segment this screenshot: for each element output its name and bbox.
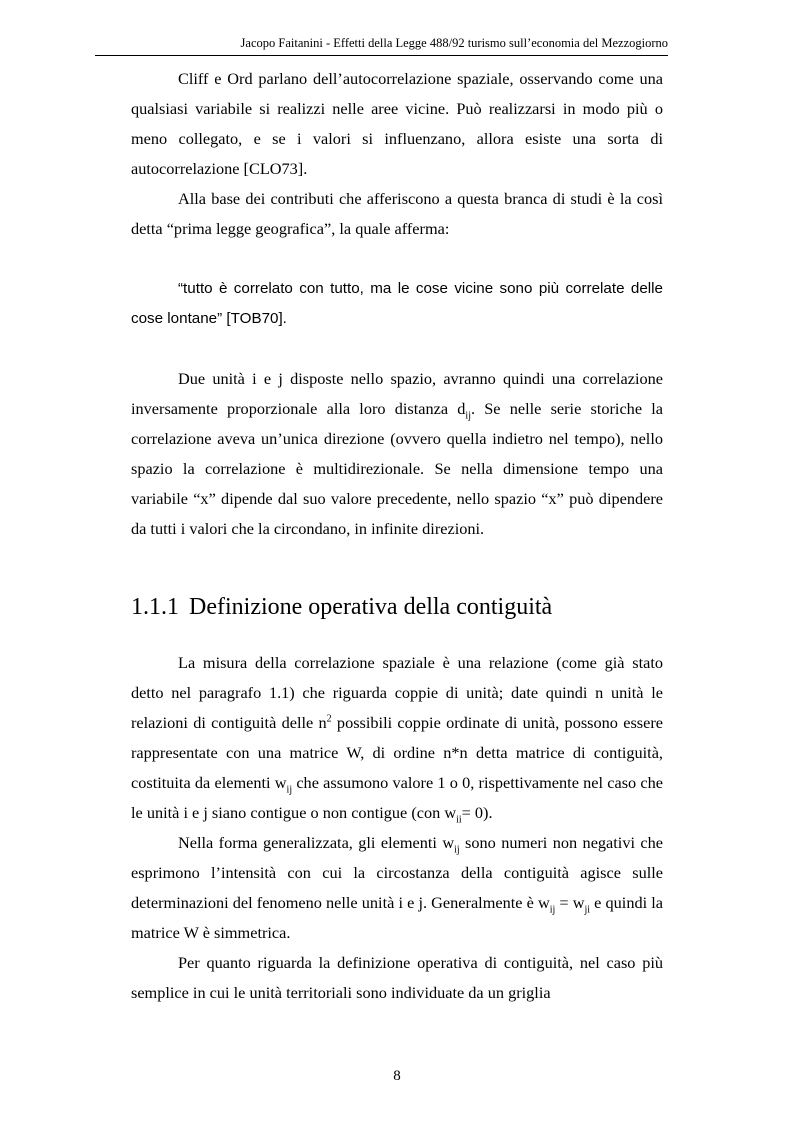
header-separator: - — [322, 36, 334, 50]
section-number: 1.1.1 — [131, 594, 179, 620]
page-number: 8 — [393, 1068, 401, 1084]
quote-tobler: “tutto è correlato con tutto, ma le cose vicine sono più correlate delle cose lontane” [TOB70]. — [131, 280, 663, 327]
paragraph-distance: Due unità i e j disposte nello spazio, avranno quindi una correlazione inversamente proporzionale alla loro distanza $d_{ij}$. Se nelle serie storiche la correlazione aveva un’unica direzione (ovvero quella indietro nel tempo), nello spazio la correlazione è multidirezionale. Se nella dimensione tempo una variabile “x” dipende dal suo valore precedente, nello spazio “x” può dipendere da tutti i valori che la circondano, in infinite direzioni. — [131, 369, 663, 538]
page-body — [131, 64, 663, 544]
paragraph-contiguity-matrix: La misura della correlazione spaziale è una relazione (come già stato detto nel paragrafo 1.1) che riguarda coppie di unità; date quindi n unità le relazioni di contiguità delle $n^2$ possibili coppie ordinate di unità, possono essere rappresentate con una matrice W, di ordine n*n detta matrice di contiguità, costituita da elementi $w_{ij}$ che assumono valore 1 o 0, rispettivamente nel caso che le unità i e j siano contigue o non contigue (con $w_{ii}= 0$). — [131, 653, 664, 826]
header-author: Jacopo Faitanini — [240, 36, 323, 50]
header-title: Effetti della Legge 488/92 turismo sull’economia del Mezzogiorno — [333, 36, 668, 50]
paragraph-autocorrelation: Cliff e Ord parlano dell’autocorrelazione spaziale, osservando come una qualsiasi variabile si realizzi nelle aree vicine. Può realizzarsi in modo più o meno collegato, e se i valori si influenzano, allora esiste una sorta di autocorrelazione [CLO73]. — [131, 69, 663, 178]
running-header — [95, 36, 668, 56]
paragraph-first-law: Alla base dei contributi che afferiscono a questa branca di studi è la così detta “prima legge geografica”, la quale afferma: — [131, 189, 663, 238]
section-body — [131, 648, 663, 1008]
paragraph-generalized-form: Nella forma generalizzata, gli elementi $w_{ij}$ sono numeri non negativi che esprimono l’intensità con cui la circostanza della contiguità agisce sulle determinazioni del fenomeno nelle unità i e j. Generalmente è $w_{ij} = w_{ji}$ e quindi la matrice W è simmetrica. — [131, 833, 664, 942]
section-heading — [131, 592, 663, 622]
paragraph-operational-definition: Per quanto riguarda la definizione operativa di contiguità, nel caso più semplice in cui le unità territoriali sono individuate da un griglia — [131, 953, 663, 1002]
section-title: Definizione operativa della contiguità — [189, 594, 553, 620]
